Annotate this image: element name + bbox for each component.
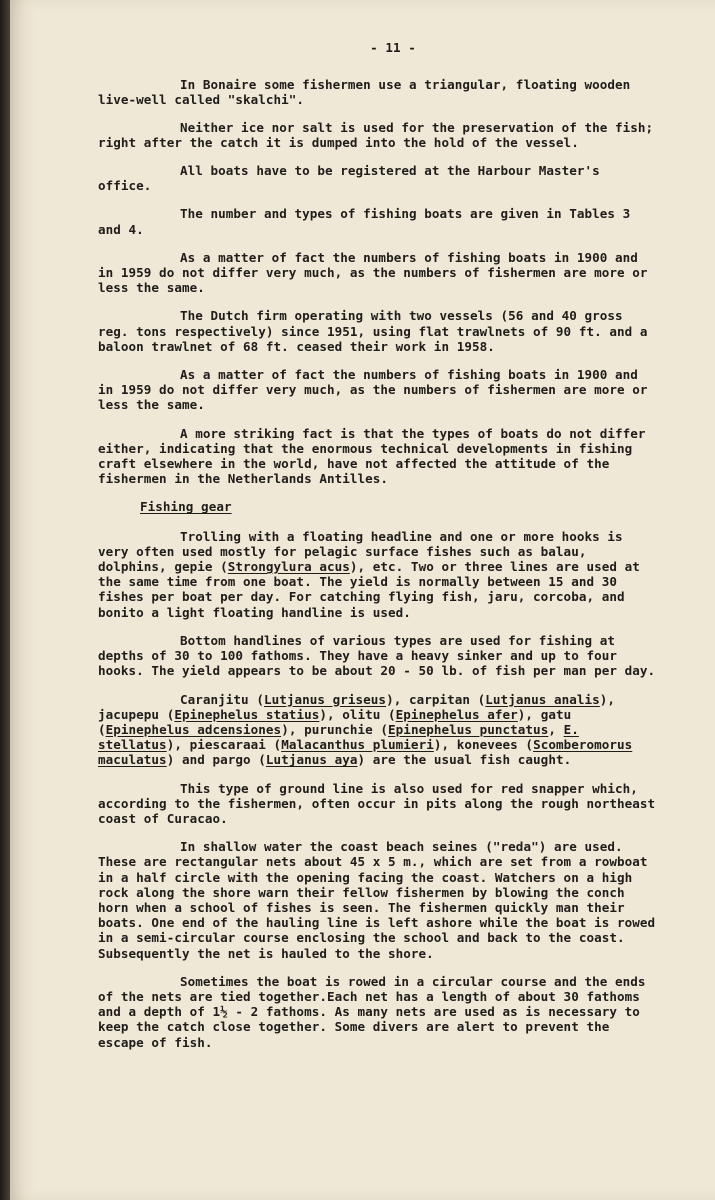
paragraph: A more striking fact is that the types of boats do not differ either, indicating that the enormous technical developments in fishing craft elsewhere in the world, have not affected the attitude of the fishermen in the Netherlands Antilles. [98,425,646,487]
text-run: ), gatu ( [98,706,572,737]
text-run: ), jacupepu ( [98,691,616,722]
page-number: - 11 - [370,40,416,55]
paragraph: In shallow water the coast beach seines ("reda") are used. These are rectangular nets about 45 x 5 m., which are set from a rowboat in a half circle with the opening facing the coast. Watchers on a high rock along the shore warn their fellow fishermen by blowing the conch horn when a school of fishes is seen. The fishermen quickly man their boats. One end of the hauling line is left ashore while the boat is rowed in a semi-circular course enclosing the school and back to the coast. Subsequently the net is hauled to the shore. [98,839,656,961]
paragraph: This type of ground line is also used for red snapper which, according to the fishermen, often occur in pits along the rough northeast coast of Curacao. [98,780,656,826]
paragraph-trolling [98,529,658,620]
scientific-name: Scomberomorus maculatus [98,737,633,768]
scientific-name: E. stellatus [98,721,579,753]
text-run: ), piescaraai ( [166,737,282,753]
scientific-name: Lutjanus aya [265,752,358,768]
text-run: ), olitu ( [319,706,396,722]
paragraph: In Bonaire some fishermen use a triangular, floating wooden live-well called "skalchi". [98,77,631,108]
text-run: ) and pargo ( [166,752,266,768]
text-run: Caranjitu ( [180,691,264,707]
paragraph-species [98,692,658,768]
text-run: ), konevees ( [433,737,534,753]
paragraph: Neither ice nor salt is used for the preservation of the fish; right after the catch it is dumped into the hold of the vessel. [98,119,654,150]
paragraph: All boats have to be registered at the Harbour Master's office. [98,163,600,194]
scientific-name: Epinephelus afer [395,706,518,722]
page-body [98,40,658,1063]
document-page [10,0,715,1200]
scientific-name: Strongylura acus [227,559,350,575]
paragraph: As a matter of fact the numbers of fishing boats in 1900 and in 1959 do not differ very much, as the numbers of fishermen are more or less the same. [98,249,648,296]
paragraph: The number and types of fishing boats are given in Tables 3 and 4. [98,206,631,237]
book-spine-edge [0,0,10,1200]
paragraph: The Dutch firm operating with two vessels (56 and 40 gross reg. tons respectively) since 1951, using flat trawlnets of 90 ft. and a baloon trawlnet of 68 ft. ceased their work in 1958. [98,308,648,354]
scientific-name: Epinephelus punctatus [388,721,549,737]
text-run: ) are the usual fish caught. [357,752,572,768]
scientific-name: Lutjanus griseus [263,691,387,707]
text-run: ), etc. Two or three lines are used at the same time from one boat. The yield is normally between 15 and 30 fishes per boat per day. For catching flying fish, jaru, corcoba, and bonito a light floating handline is used. [98,559,640,620]
scientific-name: Lutjanus analis [485,691,600,707]
section-heading: Fishing gear [140,499,232,515]
scientific-name: Epinephelus adcensiones [105,721,282,737]
paragraph: As a matter of fact the numbers of fishing boats in 1900 and in 1959 do not differ very much, as the numbers of fishermen are more or less the same. [98,367,648,413]
text-run: Trolling with a floating headline and one or more hooks is very often used mostly for pelagic surface fishes such as balau, dolphins, gepie ( [98,528,623,575]
paragraph-bottom-handlines: Bottom handlines of various types are used for fishing at depths of 30 to 100 fathoms. They have a heavy sinker and up to four hooks. The yield appears to be about 20 - 50 lb. of fish per man per day. [98,632,656,679]
scientific-name: Epinephelus statius [174,706,320,722]
text-run: , [548,721,564,737]
paragraph: Sometimes the boat is rowed in a circular course and the ends of the nets are tied together.Each net has a length of about 30 fathoms and a depth of 1½ - 2 fathoms. As many nets are used as is necessary to keep the catch close together. Some divers are alert to prevent the escape of fish. [98,973,646,1050]
text-run: ), purunchie ( [281,721,389,737]
text-run: ), carpitan ( [386,691,486,707]
scientific-name: Malacanthus plumieri [281,737,434,753]
